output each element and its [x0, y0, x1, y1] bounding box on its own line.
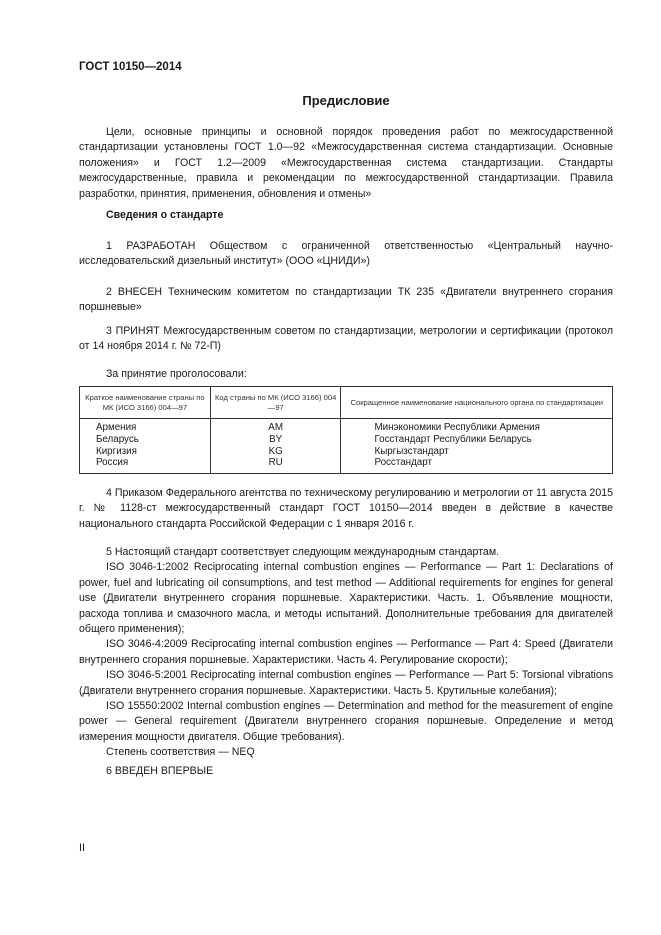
header-country: Краткое наименование страны по МК (ИСО 3166) 004—97 — [80, 387, 211, 419]
code-cell: AM — [210, 419, 341, 434]
voted-label-block — [79, 367, 613, 382]
iso-reference: ISO 3046-1:2002 Reciprocating internal combustion engines — Performance — Part 1: Declarations of power, fuel and lubricating oil consumptions, and test method — Additional requirements for engines for general use (Двигатели внутреннего сгорания поршневые. Характеристики. Часть. 1. Объявление мощности, расхода топлива и смазочного масла, и методы испытаний. Дополнительные требования для двигателей общего применения); — [79, 561, 613, 636]
info-heading-block — [79, 208, 613, 223]
organization-cell: Кыргызстандарт — [341, 446, 613, 458]
item-1 — [79, 239, 613, 270]
voted-label: За принятие проголосовали: — [106, 368, 247, 380]
code-cell: RU — [210, 457, 341, 473]
votes-table-header-row — [80, 387, 613, 419]
table-row — [80, 434, 613, 446]
item-5-lead: 5 Настоящий стандарт соответствует следующим международным стандартам. — [106, 546, 500, 558]
item-6-text: 6 ВВЕДЕН ВПЕРВЫЕ — [106, 765, 214, 777]
header-code: Код страны по МК (ИСО 3166) 004 —97 — [210, 387, 341, 419]
votes-table — [79, 386, 613, 474]
item-1-text: 1 РАЗРАБОТАН Обществом с ограниченной ответственностью «Центральный научно-исследовательский дизельный институт» (ООО «ЦНИДИ») — [79, 240, 613, 268]
conformity-degree: Степень соответствия — NEQ — [106, 746, 255, 759]
item-2-text: 2 ВНЕСЕН Техническим комитетом по стандартизации ТК 235 «Двигатели внутреннего сгорания поршневые» — [79, 286, 613, 314]
page-number: II — [79, 842, 85, 854]
country-cell: Киргизия — [80, 446, 211, 458]
iso-reference: ISO 15550:2002 Internal combustion engines — Determination and method for the measurement of engine power — General requirement (Двигатели внутреннего сгорания поршневые. Определение и метод измерения мощности двигателя. Общие требования). — [79, 700, 613, 743]
country-cell: Армения — [80, 419, 211, 434]
info-heading: Сведения о стандарте — [106, 209, 224, 221]
country-cell: Беларусь — [80, 434, 211, 446]
item-3-text: 3 ПРИНЯТ Межгосударственным советом по стандартизации, метрологии и сертификации (протокол от 14 ноября 2014 г. № 72-П) — [79, 325, 613, 353]
country-cell: Россия — [80, 457, 211, 473]
table-row — [80, 419, 613, 434]
organization-cell: Росстандарт — [341, 457, 613, 473]
item-6 — [79, 764, 613, 779]
item-4-text: 4 Приказом Федерального агентства по техническому регулированию и метрологии от 11 августа 2015 г. № 1128-ст межгосударственный стандарт ГОСТ 10150—2014 введен в действие в качестве национального стандарта Российской Федерации с 1 января 2016 г. — [79, 487, 613, 530]
item-2 — [79, 285, 613, 316]
item-5 — [79, 545, 613, 761]
iso-reference: ISO 3046-5:2001 Reciprocating internal combustion engines — Performance — Part 5: Torsional vibrations (Двигатели внутреннего сгорания поршневые. Характеристики. Часть 5. Крутильные колебания); — [79, 669, 613, 697]
intro-paragraph — [79, 125, 613, 202]
iso-reference: ISO 3046-4:2009 Reciprocating internal combustion engines — Performance — Part 4: Speed (Двигатели внутреннего сгорания поршневые. Характеристики. Часть 4. Регулирование скорости); — [79, 638, 613, 666]
page-title: Предисловие — [302, 93, 390, 108]
header-organization: Сокращенное наименование национального органа по стандартизации — [341, 387, 613, 419]
organization-cell: Минэкономики Республики Армения — [341, 419, 613, 434]
document-code-header: ГОСТ 10150—2014 — [79, 61, 182, 73]
intro-text: Цели, основные принципы и основной порядок проведения работ по межгосударственной стандартизации установлены ГОСТ 1.0—92 «Межгосударственная система стандартизации. Основные положения» и ГОСТ 1.2—2009 «Межгосударственная система стандартизации. Стандарты межгосударственные, правила и рекомендации по межгосударственной стандартизации. Правила разработки, принятия, применения, обновления и отмены» — [79, 126, 613, 200]
table-row — [80, 457, 613, 473]
item-3 — [79, 324, 613, 355]
code-cell: KG — [210, 446, 341, 458]
organization-cell: Госстандарт Республики Беларусь — [341, 434, 613, 446]
table-row — [80, 446, 613, 458]
code-cell: BY — [210, 434, 341, 446]
item-4 — [79, 486, 613, 532]
